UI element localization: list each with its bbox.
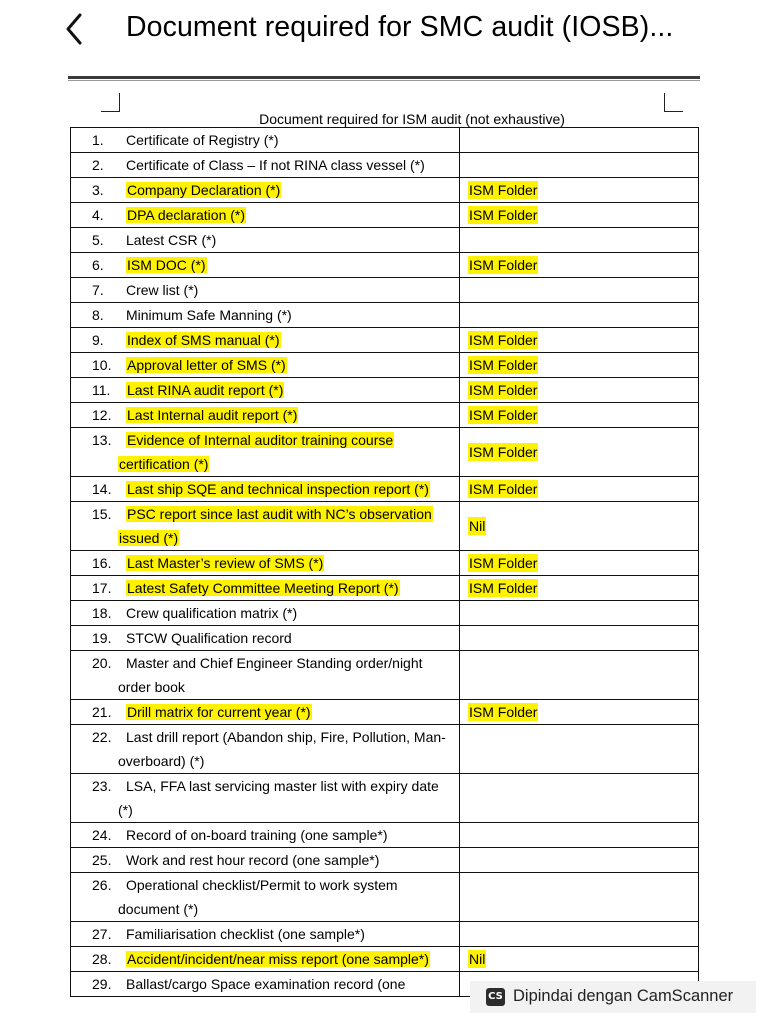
document-item-cell xyxy=(71,477,460,502)
document-item-line xyxy=(71,253,459,277)
document-item-line xyxy=(71,353,459,377)
item-text: Index of SMS manual (*) xyxy=(127,332,280,348)
document-item-line xyxy=(71,403,459,427)
document-location-cell xyxy=(460,153,699,178)
camscanner-watermark xyxy=(470,981,756,1013)
document-item-cell xyxy=(71,725,460,774)
table-row xyxy=(71,626,699,651)
document-item-line xyxy=(71,153,459,177)
item-number: 11. xyxy=(92,382,111,398)
table-row xyxy=(71,353,699,378)
item-text: Certificate of Class – If not RINA class vessel (*) xyxy=(126,157,425,173)
table-row xyxy=(71,725,699,774)
document-item-cell xyxy=(71,651,460,700)
document-table xyxy=(70,127,699,997)
item-text: Crew list (*) xyxy=(126,282,199,298)
document-item-line xyxy=(71,823,459,847)
document-item-cell xyxy=(71,128,460,153)
item-number: 27. xyxy=(92,926,112,942)
item-location: ISM Folder xyxy=(469,357,538,373)
item-location: ISM Folder xyxy=(469,704,538,720)
back-button[interactable] xyxy=(58,10,94,50)
item-number: 4. xyxy=(92,207,104,223)
document-item-cell xyxy=(71,403,460,428)
item-number: 18. xyxy=(92,605,112,621)
item-location: ISM Folder xyxy=(469,207,538,223)
item-location: ISM Folder xyxy=(469,481,538,497)
app-header xyxy=(0,0,768,62)
item-number: 26. xyxy=(92,877,112,893)
document-location-cell xyxy=(460,576,699,601)
item-number: 29. xyxy=(92,976,112,992)
document-item-cell xyxy=(71,848,460,873)
item-text: (*) xyxy=(118,802,133,818)
item-number: 2. xyxy=(92,157,104,173)
document-item-cell xyxy=(71,873,460,922)
document-item-line xyxy=(71,798,459,822)
item-text: Accident/incident/near miss report (one sample*) xyxy=(127,951,429,967)
item-location: ISM Folder xyxy=(469,182,538,198)
document-item-cell xyxy=(71,700,460,725)
document-item-cell xyxy=(71,601,460,626)
document-location-cell xyxy=(460,178,699,203)
item-number: 20. xyxy=(92,655,112,671)
document-item-line xyxy=(71,897,459,921)
document-item-cell xyxy=(71,922,460,947)
document-item-cell xyxy=(71,576,460,601)
document-location-cell xyxy=(460,303,699,328)
table-row xyxy=(71,502,699,551)
item-text: Last RINA audit report (*) xyxy=(127,382,284,398)
document-location-cell xyxy=(460,502,699,551)
document-item-line xyxy=(71,203,459,227)
crop-mark-right-icon xyxy=(664,93,683,112)
item-text: Master and Chief Engineer Standing order/night xyxy=(126,655,423,671)
item-location: ISM Folder xyxy=(469,407,538,423)
item-text: Last drill report (Abandon ship, Fire, Pollution, Man- xyxy=(126,729,446,745)
document-item-line xyxy=(71,303,459,327)
document-item-line xyxy=(71,972,459,996)
item-number: 17. xyxy=(92,580,112,596)
document-location-cell xyxy=(460,774,699,823)
document-item-cell xyxy=(71,626,460,651)
table-row xyxy=(71,651,699,700)
item-text: Operational checklist/Permit to work system xyxy=(126,877,398,893)
document-location-cell xyxy=(460,848,699,873)
document-location-cell xyxy=(460,403,699,428)
item-location: ISM Folder xyxy=(469,555,538,571)
table-row xyxy=(71,228,699,253)
item-number: 23. xyxy=(92,778,112,794)
item-text: Company Declaration (*) xyxy=(127,182,281,198)
document-item-line xyxy=(71,651,459,675)
document-item-cell xyxy=(71,328,460,353)
document-item-line xyxy=(71,128,459,152)
item-number: 16. xyxy=(92,555,112,571)
document-item-line xyxy=(71,947,459,971)
table-row xyxy=(71,601,699,626)
item-number: 9. xyxy=(92,332,104,348)
document-location-cell xyxy=(460,203,699,228)
document-item-line xyxy=(71,428,459,452)
document-item-cell xyxy=(71,153,460,178)
table-row xyxy=(71,848,699,873)
document-item-line xyxy=(71,749,459,773)
document-location-cell xyxy=(460,626,699,651)
document-item-line xyxy=(71,551,459,575)
document-item-line xyxy=(71,675,459,699)
item-text: Latest CSR (*) xyxy=(126,232,217,248)
item-text: Ballast/cargo Space examination record (one xyxy=(126,976,406,992)
document-location-cell xyxy=(460,700,699,725)
item-text: ISM DOC (*) xyxy=(127,257,206,273)
header-divider-thin xyxy=(68,80,700,81)
document-item-cell xyxy=(71,228,460,253)
item-text: Work and rest hour record (one sample*) xyxy=(126,852,380,868)
document-item-line xyxy=(71,477,459,501)
item-text: STCW Qualification record xyxy=(126,630,292,646)
table-row xyxy=(71,403,699,428)
document-location-cell xyxy=(460,328,699,353)
item-location: ISM Folder xyxy=(469,444,538,460)
item-number: 3. xyxy=(92,182,104,198)
document-item-line xyxy=(71,378,459,402)
page-title: Document required for SMC audit (IOSB)... xyxy=(126,11,674,43)
document-location-cell xyxy=(460,651,699,700)
item-number: 22. xyxy=(92,729,112,745)
document-item-line xyxy=(71,526,459,550)
item-text: certification (*) xyxy=(119,456,209,472)
item-number: 25. xyxy=(92,852,112,868)
item-text: Certificate of Registry (*) xyxy=(126,132,279,148)
item-number: 14. xyxy=(92,481,112,497)
table-row xyxy=(71,823,699,848)
item-text: overboard) (*) xyxy=(118,753,205,769)
document-item-cell xyxy=(71,972,460,997)
item-number: 24. xyxy=(92,827,112,843)
document-item-line xyxy=(71,601,459,625)
document-item-line xyxy=(71,873,459,897)
item-text: order book xyxy=(118,679,185,695)
item-text: DPA declaration (*) xyxy=(127,207,246,223)
item-text: issued (*) xyxy=(119,530,179,546)
table-row xyxy=(71,178,699,203)
table-row xyxy=(71,700,699,725)
item-text: Drill matrix for current year (*) xyxy=(127,704,311,720)
item-number: 28. xyxy=(92,951,112,967)
document-item-cell xyxy=(71,378,460,403)
document-location-cell xyxy=(460,253,699,278)
header-divider xyxy=(68,76,700,79)
item-number: 5. xyxy=(92,232,104,248)
table-row xyxy=(71,303,699,328)
item-number: 10. xyxy=(92,357,112,373)
document-location-cell xyxy=(460,477,699,502)
document-location-cell xyxy=(460,947,699,972)
document-item-cell xyxy=(71,203,460,228)
document-item-line xyxy=(71,178,459,202)
table-row xyxy=(71,278,699,303)
item-text: Familiarisation checklist (one sample*) xyxy=(126,926,365,942)
item-number: 6. xyxy=(92,257,104,273)
document-location-cell xyxy=(460,278,699,303)
item-text: Approval letter of SMS (*) xyxy=(127,357,286,373)
document-location-cell xyxy=(460,823,699,848)
document-item-cell xyxy=(71,823,460,848)
item-number: 8. xyxy=(92,307,104,323)
document-location-cell xyxy=(460,128,699,153)
document-item-line xyxy=(71,502,459,526)
camscanner-logo-icon: CS xyxy=(486,988,505,1006)
document-location-cell xyxy=(460,378,699,403)
item-text: Last ship SQE and technical inspection report (*) xyxy=(127,481,429,497)
table-row xyxy=(71,378,699,403)
item-location: ISM Folder xyxy=(469,580,538,596)
table-row xyxy=(71,328,699,353)
document-item-line xyxy=(71,278,459,302)
document-item-cell xyxy=(71,178,460,203)
document-item-cell xyxy=(71,551,460,576)
document-item-line xyxy=(71,725,459,749)
item-text: Record of on-board training (one sample*) xyxy=(126,827,388,843)
document-location-cell xyxy=(460,601,699,626)
table-row xyxy=(71,551,699,576)
document-item-line xyxy=(71,228,459,252)
item-number: 19. xyxy=(92,630,112,646)
document-item-cell xyxy=(71,428,460,477)
item-location: Nil xyxy=(469,518,486,534)
table-row xyxy=(71,128,699,153)
item-text: document (*) xyxy=(118,901,199,917)
document-item-line xyxy=(71,922,459,946)
item-text: PSC report since last audit with NC’s observation xyxy=(127,506,432,522)
document-title: Document required for ISM audit (not exhaustive) xyxy=(259,111,565,127)
document-item-cell xyxy=(71,303,460,328)
table-row xyxy=(71,576,699,601)
table-row xyxy=(71,922,699,947)
document-item-cell xyxy=(71,502,460,551)
table-row xyxy=(71,253,699,278)
document-location-cell xyxy=(460,428,699,477)
document-location-cell xyxy=(460,873,699,922)
document-item-line xyxy=(71,626,459,650)
document-item-line xyxy=(71,452,459,476)
document-location-cell xyxy=(460,725,699,774)
table-row xyxy=(71,873,699,922)
table-row xyxy=(71,428,699,477)
item-text: Minimum Safe Manning (*) xyxy=(126,307,292,323)
item-location: ISM Folder xyxy=(469,257,538,273)
item-location: ISM Folder xyxy=(469,332,538,348)
document-item-line xyxy=(71,774,459,798)
item-text: Latest Safety Committee Meeting Report (*) xyxy=(127,580,399,596)
item-text: Last Internal audit report (*) xyxy=(127,407,298,423)
item-location: ISM Folder xyxy=(469,382,538,398)
table-row xyxy=(71,774,699,823)
document-item-line xyxy=(71,700,459,724)
document-location-cell xyxy=(460,228,699,253)
document-location-cell xyxy=(460,551,699,576)
camscanner-label: Dipindai dengan CamScanner xyxy=(513,987,734,1005)
document-item-line xyxy=(71,328,459,352)
item-number: 12. xyxy=(92,407,112,423)
document-item-line xyxy=(71,848,459,872)
item-number: 15. xyxy=(92,506,112,522)
item-number: 1. xyxy=(92,132,104,148)
document-location-cell xyxy=(460,922,699,947)
document-item-cell xyxy=(71,774,460,823)
table-row xyxy=(71,947,699,972)
item-number: 13. xyxy=(92,432,112,448)
document-location-cell xyxy=(460,353,699,378)
item-location: Nil xyxy=(469,951,486,967)
item-number: 7. xyxy=(92,282,104,298)
document-item-cell xyxy=(71,947,460,972)
table-row xyxy=(71,153,699,178)
table-row xyxy=(71,477,699,502)
document-item-cell xyxy=(71,253,460,278)
item-text: Evidence of Internal auditor training course xyxy=(127,432,394,448)
crop-mark-left-icon xyxy=(101,93,120,112)
document-item-cell xyxy=(71,353,460,378)
item-text: LSA, FFA last servicing master list with expiry date xyxy=(126,778,439,794)
table-row xyxy=(71,203,699,228)
item-text: Crew qualification matrix (*) xyxy=(126,605,298,621)
chevron-left-icon xyxy=(58,10,94,50)
document-item-cell xyxy=(71,278,460,303)
item-number: 21. xyxy=(92,704,112,720)
document-item-line xyxy=(71,576,459,600)
item-text: Last Master’s review of SMS (*) xyxy=(127,555,324,571)
